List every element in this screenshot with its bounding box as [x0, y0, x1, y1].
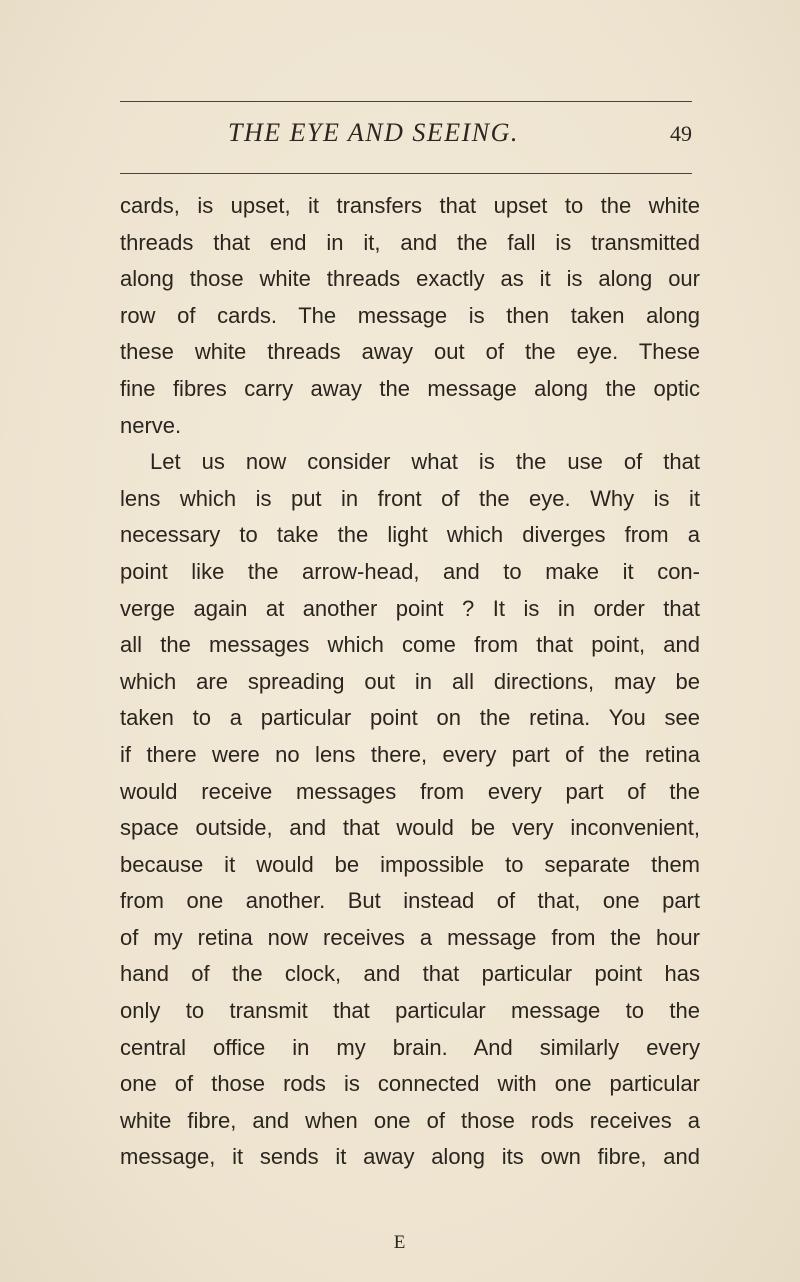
text-line: space outside, and that would be very inconvenient,: [120, 815, 700, 841]
text-line: cards, is upset, it transfers that upset to the white: [120, 193, 700, 218]
text-line: because it would be impossible to separate them: [120, 851, 700, 877]
text-line: along those white threads exactly as it is along our: [120, 266, 700, 292]
text-line: threads that end in it, and the fall is transmitted: [120, 229, 700, 255]
text-line: from one another. But instead of that, one part: [120, 888, 700, 914]
running-title: THE EYE AND SEEING.: [228, 118, 519, 147]
text-line: only to transmit that particular message to the: [120, 998, 700, 1024]
running-head: [120, 118, 692, 154]
text-line: of my retina now receives a message from the hour: [120, 924, 700, 950]
text-line: row of cards. The message is then taken along: [120, 302, 700, 328]
header-top-rule: [120, 101, 692, 102]
header-bottom-rule: [120, 173, 692, 174]
text-line: all the messages which come from that point, and: [120, 632, 700, 658]
body-text: [120, 188, 700, 1176]
text-line: white fibre, and when one of those rods receives a: [120, 1107, 700, 1133]
signature-mark: E: [393, 1232, 407, 1253]
text-line: lens which is put in front of the eye. Why is it: [120, 485, 700, 511]
text-line: if there were no lens there, every part of the retina: [120, 741, 700, 767]
text-line: taken to a particular point on the retina. You see: [120, 705, 700, 731]
text-line: necessary to take the light which diverges from a: [120, 522, 700, 548]
text-line: message, it sends it away along its own fibre, and: [120, 1144, 700, 1170]
text-line: verge again at another point ? It is in order that: [120, 595, 700, 621]
text-line: these white threads away out of the eye. These: [120, 339, 700, 365]
text-line: central office in my brain. And similarly every: [120, 1034, 700, 1060]
text-line: nerve.: [120, 412, 182, 438]
text-line: hand of the clock, and that particular point has: [120, 961, 700, 987]
text-line: which are spreading out in all directions, may be: [120, 668, 700, 694]
text-line: would receive messages from every part of the: [120, 778, 700, 804]
text-line: fine fibres carry away the message along the optic: [120, 375, 700, 401]
text-line: one of those rods is connected with one particular: [120, 1071, 700, 1097]
text-line: point like the arrow-head, and to make it con-: [120, 558, 700, 584]
paragraph-first-line: Let us now consider what is the use of that: [150, 449, 700, 475]
page-number: 49: [670, 121, 692, 146]
